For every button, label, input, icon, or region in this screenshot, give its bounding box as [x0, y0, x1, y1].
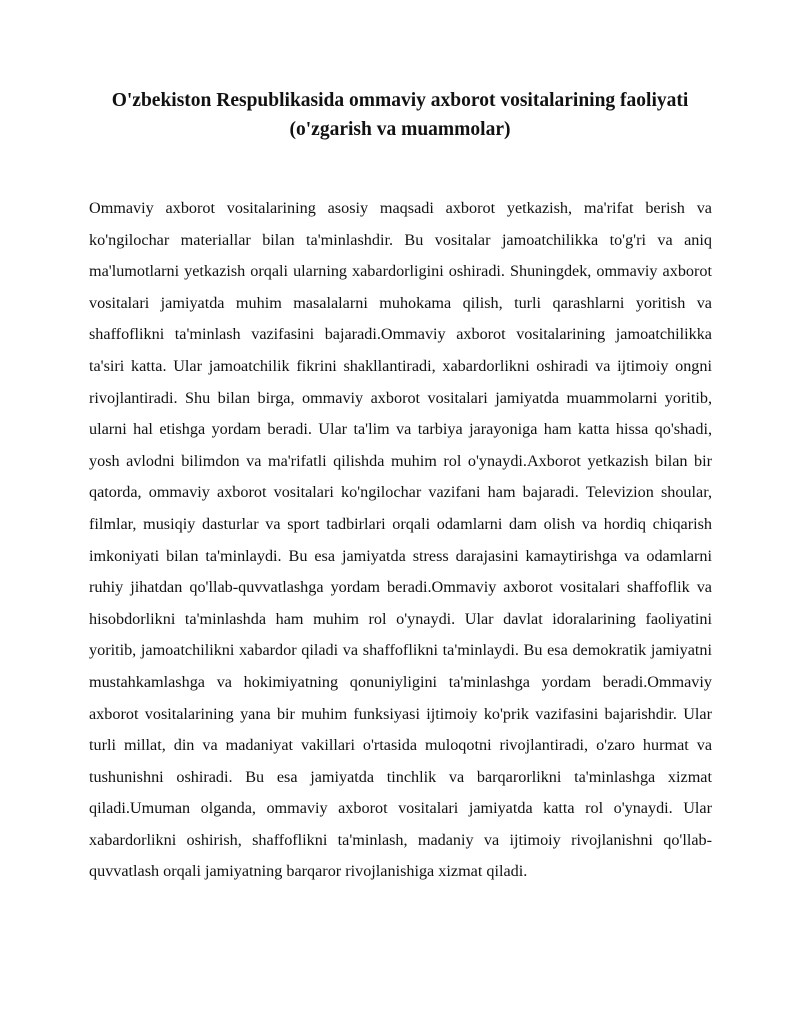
document-title	[80, 86, 720, 144]
title-line-2: (o'zgarish va muammolar)	[289, 119, 511, 140]
body-paragraph: Ommaviy axborot vositalarining asosiy maqsadi axborot yetkazish, ma'rifat berish va ko'ngilochar materiallar bilan ta'minlashdir. Bu vositalar jamoatchilikka to'g'ri va aniq ma'lumotlarni yetkazish orqali ularning xabardorligini oshiradi. Shuningdek, ommaviy axborot vositalari jamiyatda muhim masalalarni muhokama qilish, turli qarashlarni yoritish va shaffoflikni ta'minlash vazifasini bajaradi.Ommaviy axborot vositalarining jamoatchilikka ta'siri katta. Ular jamoatchilik fikrini shakllantiradi, xabardorlikni oshiradi va ijtimoiy ongni rivojlantiradi. Shu bilan birga, ommaviy axborot vositalari jamiyatda muammolarni yoritib, ularni hal etishga yordam beradi. Ular ta'lim va tarbiya jarayoniga ham katta hissa qo'shadi, yosh avlodni bilimdon va ma'rifatli qilishda muhim rol o'ynaydi.Axborot yetkazish bilan bir qatorda, ommaviy axborot vositalari ko'ngilochar vazifani ham bajaradi. Televizion shoular, filmlar, musiqiy dasturlar va sport tadbirlari orqali odamlarni dam olish va hordiq chiqarish imkoniyati bilan ta'minlaydi. Bu esa jamiyatda stress darajasini kamaytirishga va odamlarni ruhiy jihatdan qo'llab-quvvatlashga yordam beradi.Ommaviy axborot vositalari shaffoflik va hisobdorlikni ta'minlashda ham muhim rol o'ynaydi. Ular davlat idoralarining faoliyatini yoritib, jamoatchilikni xabardor qiladi va shaffoflikni ta'minlaydi. Bu esa demokratik jamiyatni mustahkamlashga va hokimiyatning qonuniyligini ta'minlashga yordam beradi.Ommaviy axborot vositalarining yana bir muhim funksiyasi ijtimoiy ko'prik vazifasini bajarishdir. Ular turli millat, din va madaniyat vakillari o'rtasida muloqotni rivojlantiradi, o'zaro hurmat va tushunishni oshiradi. Bu esa jamiyatda tinchlik va barqarorlikni ta'minlashga xizmat qiladi.Umuman olganda, ommaviy axborot vositalari jamiyatda katta rol o'ynaydi. Ular xabardorlikni oshirish, shaffoflikni ta'minlash, madaniy va ijtimoiy rivojlanishni qo'llab-quvvatlash orqali jamiyatning barqaror rivojlanishiga xizmat qiladi.	[89, 199, 712, 881]
title-line-1: O'zbekiston Respublikasida ommaviy axborot vositalarining faoliyati	[111, 90, 689, 111]
